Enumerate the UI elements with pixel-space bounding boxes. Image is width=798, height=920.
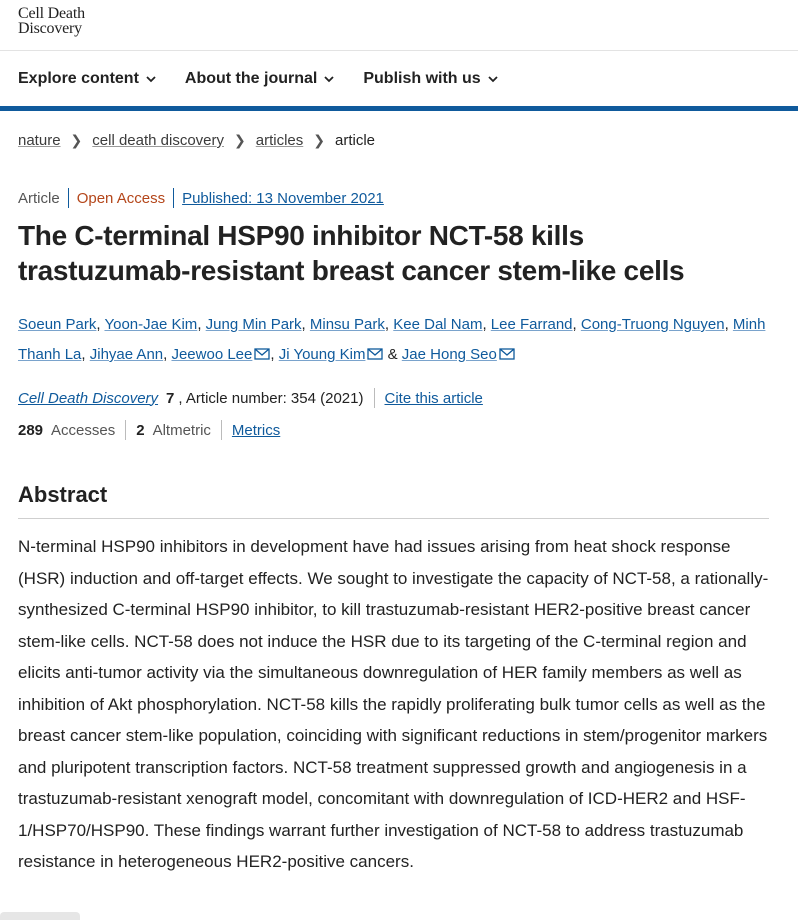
altmetric-count: 2 bbox=[136, 421, 145, 439]
nav-accent-bar bbox=[0, 106, 798, 111]
author-link[interactable]: Minh Thanh La bbox=[18, 316, 766, 363]
author-link[interactable]: Yoon-Jae Kim bbox=[104, 316, 198, 333]
chevron-down-icon bbox=[323, 73, 335, 85]
volume-number: 7 bbox=[166, 389, 175, 407]
chevron-down-icon bbox=[145, 73, 157, 85]
accesses-count: 289 bbox=[18, 421, 44, 439]
citation-divider bbox=[374, 388, 375, 408]
breadcrumb bbox=[18, 132, 375, 149]
mail-icon[interactable] bbox=[367, 348, 383, 360]
breadcrumb-articles[interactable]: articles bbox=[255, 132, 304, 149]
author-link[interactable]: Jung Min Park bbox=[205, 316, 302, 333]
nav-explore-content-label: Explore content bbox=[18, 70, 139, 87]
meta-divider bbox=[173, 188, 174, 208]
altmetric-label: Altmetric bbox=[152, 421, 211, 439]
metrics-line bbox=[18, 420, 280, 440]
mail-icon[interactable] bbox=[254, 348, 270, 360]
published-date-link[interactable]: Published: 13 November 2021 bbox=[182, 189, 384, 207]
author-link[interactable]: Lee Farrand bbox=[490, 316, 573, 333]
nav-publish-with-us[interactable] bbox=[363, 70, 498, 88]
author-link[interactable]: Jeewoo Lee bbox=[171, 346, 253, 363]
author-separator: , bbox=[724, 316, 733, 333]
author-separator: , bbox=[572, 316, 581, 333]
author-link[interactable]: Jae Hong Seo bbox=[401, 346, 497, 363]
journal-logo[interactable] bbox=[18, 6, 85, 36]
citation-line bbox=[18, 388, 483, 408]
chevron-right-icon: ❯ bbox=[234, 132, 246, 148]
abstract-text: N-terminal HSP90 inhibitors in development have had issues arising from heat shock response (HSR) induction and off-target effects. We sought to investigate the capacity of NCT-58, a rationally-synthesized C-terminal HSP90 inhibitor, to kill trastuzumab-resistant HER2-positive breast cancer stem-like cells. NCT-58 does not induce the HSR due to its targeting of the C-terminal region and elicits anti-tumor activity via the simultaneous downregulation of HER family members as well as inhibition of Akt phosphorylation. NCT-58 kills the rapidly proliferating bulk tumor cells as well as the breast cancer stem-like population, coinciding with significant reductions in stem/progenitor markers and pluripotent transcription factors. NCT-58 treatment suppressed growth and angiogenesis in a trastuzumab-resistant xenograft model, concomitant with downregulation of ICD-HER2 and HSF-1/HSP70/HSP90. These findings warrant further investigation of NCT-58 to address trastuzumab resistance in heterogeneous HER2-positive cancers. bbox=[18, 537, 769, 871]
author-link[interactable]: Soeun Park bbox=[18, 316, 97, 333]
nav-explore-content[interactable] bbox=[18, 70, 157, 88]
nav-publish-with-us-label: Publish with us bbox=[363, 70, 481, 87]
chevron-right-icon: ❯ bbox=[313, 132, 325, 148]
author-separator: , bbox=[270, 346, 279, 363]
author-separator: , bbox=[482, 316, 491, 333]
open-access-badge: Open Access bbox=[76, 189, 166, 207]
abstract-heading: Abstract bbox=[18, 482, 108, 507]
meta-divider bbox=[68, 188, 69, 208]
header-divider bbox=[0, 50, 798, 51]
horizontal-scrollbar[interactable] bbox=[0, 912, 80, 920]
chevron-right-icon: ❯ bbox=[70, 132, 83, 148]
author-separator: , bbox=[301, 316, 310, 333]
nav-about-journal-label: About the journal bbox=[184, 70, 318, 87]
author-link[interactable]: Jihyae Ann bbox=[89, 346, 164, 363]
author-separator: , bbox=[81, 346, 90, 363]
breadcrumb-nature[interactable]: nature bbox=[18, 132, 61, 149]
metrics-divider bbox=[125, 420, 126, 440]
author-separator: & bbox=[383, 346, 402, 363]
author-separator: , bbox=[96, 316, 105, 333]
nav-about-journal[interactable] bbox=[185, 70, 335, 88]
author-list bbox=[18, 310, 778, 370]
main-nav bbox=[18, 66, 499, 92]
metrics-link[interactable]: Metrics bbox=[231, 421, 281, 439]
abstract-divider bbox=[18, 518, 769, 519]
article-title: The C-terminal HSP90 inhibitor NCT-58 kills trastuzumab-resistant breast cancer stem-like cells bbox=[18, 220, 685, 286]
mail-icon[interactable] bbox=[499, 348, 515, 360]
breadcrumb-cell-death-discovery[interactable]: cell death discovery bbox=[92, 132, 225, 149]
accesses-label: Accesses bbox=[51, 421, 116, 439]
article-meta bbox=[18, 188, 384, 208]
breadcrumb-current: article bbox=[335, 132, 376, 149]
author-separator: , bbox=[197, 316, 206, 333]
author-separator: , bbox=[384, 316, 394, 333]
journal-link[interactable]: Cell Death Discovery bbox=[18, 389, 159, 407]
chevron-down-icon bbox=[487, 73, 499, 85]
author-link[interactable]: Minsu Park bbox=[309, 316, 385, 333]
author-link[interactable]: Kee Dal Nam bbox=[393, 316, 483, 333]
author-separator: , bbox=[163, 346, 172, 363]
article-type: Article bbox=[18, 189, 60, 207]
metrics-divider bbox=[221, 420, 222, 440]
logo-line-1: Cell Death bbox=[18, 5, 85, 22]
logo-line-2: Discovery bbox=[18, 20, 82, 37]
author-link[interactable]: Ji Young Kim bbox=[278, 346, 366, 363]
article-number: , Article number: 354 (2021) bbox=[178, 389, 364, 407]
author-link[interactable]: Cong-Truong Nguyen bbox=[580, 316, 725, 333]
cite-this-article-link[interactable]: Cite this article bbox=[384, 389, 483, 407]
